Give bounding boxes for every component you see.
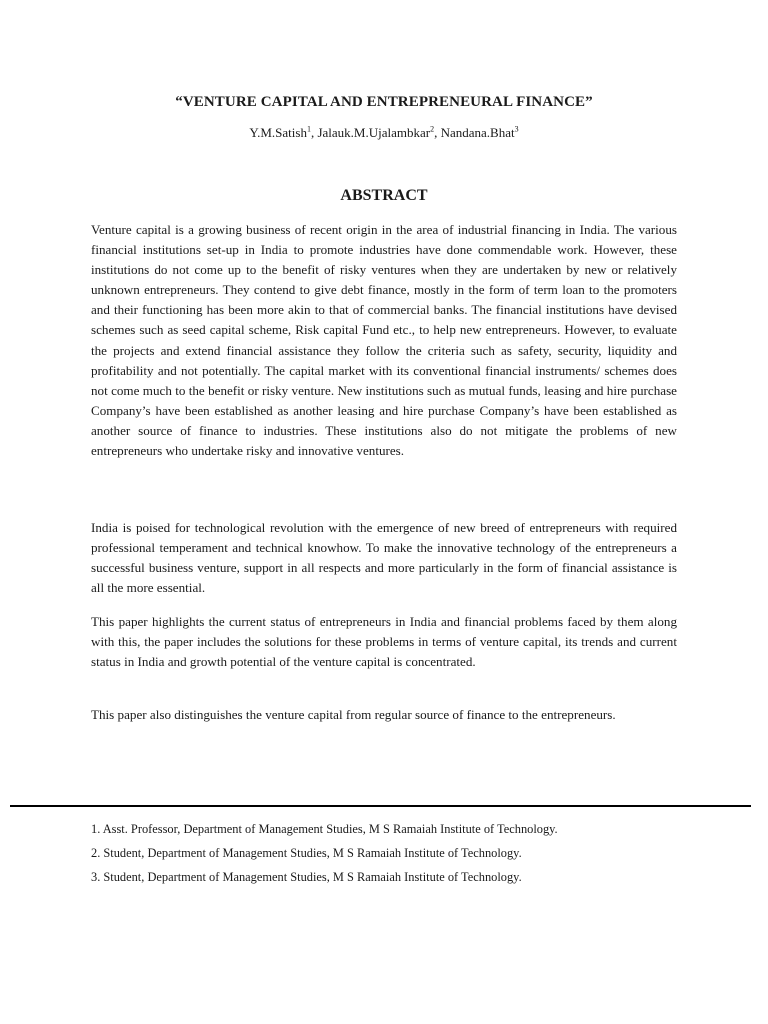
footnote: 3. Student, Department of Management Studies, M S Ramaiah Institute of Technology.: [91, 870, 522, 884]
author-name: Y.M.Satish: [249, 125, 307, 140]
paper-title: “VENTURE CAPITAL AND ENTREPRENEURAL FINANCE”: [175, 94, 593, 110]
author-affiliation-mark: 2: [430, 124, 435, 134]
abstract-heading: ABSTRACT: [340, 187, 428, 204]
author-separator: ,: [434, 125, 441, 140]
author-name: Jalauk.M.Ujalambkar: [317, 125, 431, 140]
author-affiliation-mark: 3: [514, 124, 519, 134]
author-name: Nandana.Bhat: [440, 125, 515, 140]
abstract-paragraph: India is poised for technological revolution with the emergence of new breed of entrepreneurs with required professional temperament and technical knowhow. To make the innovative technology of the entrepreneurs a successful business venture, support in all respects and more particularly in the form of financial assistance is all the more essential.: [91, 520, 677, 596]
footnote-divider: [10, 805, 751, 807]
footnote: 1. Asst. Professor, Department of Management Studies, M S Ramaiah Institute of Technology.: [91, 822, 558, 836]
footnote: 2. Student, Department of Management Studies, M S Ramaiah Institute of Technology.: [91, 846, 522, 860]
abstract-paragraph: This paper also distinguishes the venture capital from regular source of finance to the entrepreneurs.: [91, 707, 616, 722]
abstract-paragraph: Venture capital is a growing business of recent origin in the area of industrial financing in India. The various financial institutions set-up in India to promote industries have done commendable work. However, these institutions do not come up to the benefit of risky ventures when they are undertaken by new or relatively unknown entrepreneurs. They contend to give debt finance, mostly in the form of term loan to the promoters and their functioning has been more akin to that of commercial banks. The financial institutions have devised schemes such as seed capital scheme, Risk capital Fund etc., to help new entrepreneurs. However, to evaluate the projects and extend financial assistance they follow the criteria such as safety, security, liquidity and profitability and not potentially. The capital market with its conventional financial instruments/ schemes does not come much to the benefit or risky venture. New institutions such as mutual funds, leasing and hire purchase Company’s have been established as another leasing and hire purchase Company’s have been established as another source of finance to industries. These institutions also do not mitigate the problems of new entrepreneurs who undertake risky and innovative ventures.: [91, 222, 677, 459]
author-line: [0, 125, 768, 141]
author-separator: ,: [310, 125, 318, 140]
abstract-paragraph: This paper highlights the current status of entrepreneurs in India and financial problems faced by them along with this, the paper includes the solutions for these problems in terms of venture capital, its trends and current status in India and growth potential of the venture capital is concentrated.: [91, 614, 677, 670]
author-affiliation-mark: 1: [306, 124, 311, 134]
